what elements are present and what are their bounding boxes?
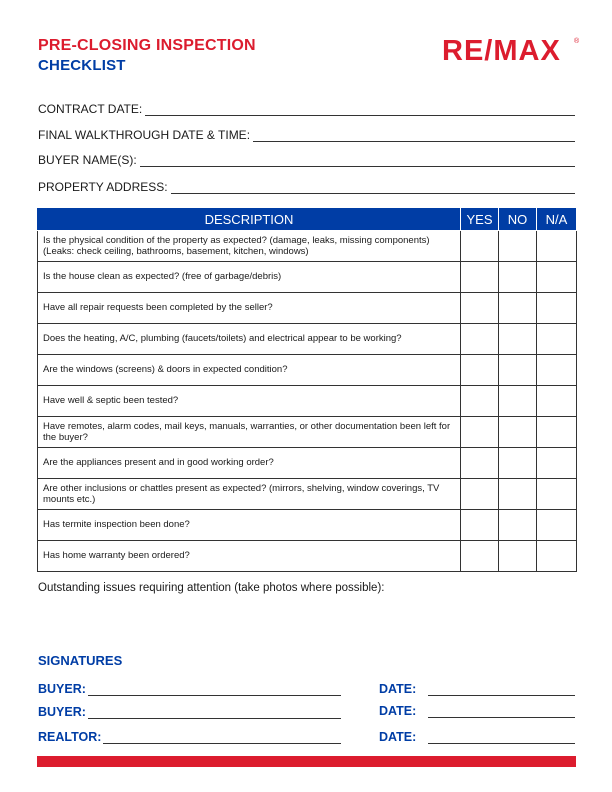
row-description: Are other inclusions or chattles present as expected? (mirrors, shelving, window coverings, TV mounts etc.) [38,479,461,510]
yes-checkbox[interactable] [461,541,499,572]
property-address-field[interactable] [38,176,575,194]
date2-label: DATE: [379,704,417,718]
date1-field[interactable] [379,678,575,696]
row-description: Has termite inspection been done? [38,510,461,541]
row-description: Have well & septic been tested? [38,386,461,417]
realtor-line[interactable] [103,729,341,744]
no-checkbox[interactable] [499,386,537,417]
na-checkbox[interactable] [537,262,577,293]
buyer2-label: BUYER: [38,705,86,719]
contract-date-line[interactable] [145,101,575,116]
row-description: Is the house clean as expected? (free of garbage/debris) [38,262,461,293]
buyer1-line[interactable] [88,681,341,696]
no-checkbox[interactable] [499,231,537,262]
final-walkthrough-label: FINAL WALKTHROUGH DATE & TIME: [38,128,251,142]
table-row [38,324,577,355]
table-row [38,231,577,262]
na-checkbox[interactable] [537,355,577,386]
buyer1-signature-field[interactable] [38,678,341,696]
table-row [38,293,577,324]
property-address-label: PROPERTY ADDRESS: [38,180,168,194]
realtor-signature-field[interactable] [38,726,341,744]
buyer-names-label: BUYER NAME(S): [38,153,137,167]
remax-logo [442,30,582,68]
na-checkbox[interactable] [537,541,577,572]
table-row [38,262,577,293]
buyer2-line[interactable] [88,704,341,719]
logo-text: RE/MAX [442,35,561,67]
row-description: Does the heating, A/C, plumbing (faucets/toilets) and electrical appear to be working? [38,324,461,355]
na-checkbox[interactable] [537,448,577,479]
buyer2-signature-field[interactable] [38,701,341,719]
yes-checkbox[interactable] [461,324,499,355]
no-checkbox[interactable] [499,510,537,541]
yes-checkbox[interactable] [461,510,499,541]
table-row [38,479,577,510]
logo-registered-mark: ® [574,38,580,45]
row-description: Are the windows (screens) & doors in expected condition? [38,355,461,386]
na-checkbox[interactable] [537,417,577,448]
no-checkbox[interactable] [499,355,537,386]
no-checkbox[interactable] [499,262,537,293]
na-checkbox[interactable] [537,231,577,262]
table-row [38,541,577,572]
yes-checkbox[interactable] [461,448,499,479]
table-row [38,386,577,417]
yes-header: YES [461,208,499,231]
title-line-1: PRE-CLOSING INSPECTION [38,37,256,54]
yes-checkbox[interactable] [461,386,499,417]
na-checkbox[interactable] [537,293,577,324]
row-description: Have all repair requests been completed by the seller? [38,293,461,324]
buyer-names-line[interactable] [140,152,575,167]
realtor-label: REALTOR: [38,730,102,744]
row-description: Are the appliances present and in good working order? [38,448,461,479]
na-checkbox[interactable] [537,386,577,417]
date2-field[interactable] [379,700,575,718]
date1-label: DATE: [379,682,417,696]
no-checkbox[interactable] [499,293,537,324]
description-header: DESCRIPTION [38,208,461,231]
yes-checkbox[interactable] [461,293,499,324]
title-line-2: CHECKLIST [38,57,126,74]
contract-date-field[interactable] [38,98,575,116]
buyer1-label: BUYER: [38,682,86,696]
yes-checkbox[interactable] [461,479,499,510]
no-checkbox[interactable] [499,448,537,479]
no-header: NO [499,208,537,231]
date3-label: DATE: [379,730,417,744]
yes-checkbox[interactable] [461,262,499,293]
contract-date-label: CONTRACT DATE: [38,102,143,116]
yes-checkbox[interactable] [461,231,499,262]
table-header-row [38,208,577,231]
row-description: Have remotes, alarm codes, mail keys, manuals, warranties, or other documentation been left for the buyer? [38,417,461,448]
final-walkthrough-field[interactable] [38,124,575,142]
table-row [38,448,577,479]
na-checkbox[interactable] [537,479,577,510]
yes-checkbox[interactable] [461,417,499,448]
row-description: Is the physical condition of the property as expected? (damage, leaks, missing components) (Leaks: check ceiling, bathrooms, basement, kitchen, windows) [38,231,461,262]
date2-line[interactable] [428,703,575,718]
na-checkbox[interactable] [537,324,577,355]
buyer-names-field[interactable] [38,149,575,167]
outstanding-issues-label: Outstanding issues requiring attention (take photos where possible): [38,582,385,594]
no-checkbox[interactable] [499,417,537,448]
na-header: N/A [537,208,577,231]
na-checkbox[interactable] [537,510,577,541]
yes-checkbox[interactable] [461,355,499,386]
property-address-line[interactable] [171,179,575,194]
table-row [38,417,577,448]
inspection-checklist-table [37,207,577,572]
row-description: Has home warranty been ordered? [38,541,461,572]
table-row [38,355,577,386]
date1-line[interactable] [428,681,575,696]
no-checkbox[interactable] [499,479,537,510]
table-row [38,510,577,541]
date3-field[interactable] [379,726,575,744]
date3-line[interactable] [428,729,575,744]
footer-red-bar [37,756,576,767]
no-checkbox[interactable] [499,324,537,355]
no-checkbox[interactable] [499,541,537,572]
final-walkthrough-line[interactable] [253,127,575,142]
signatures-heading: SIGNATURES [38,653,123,668]
